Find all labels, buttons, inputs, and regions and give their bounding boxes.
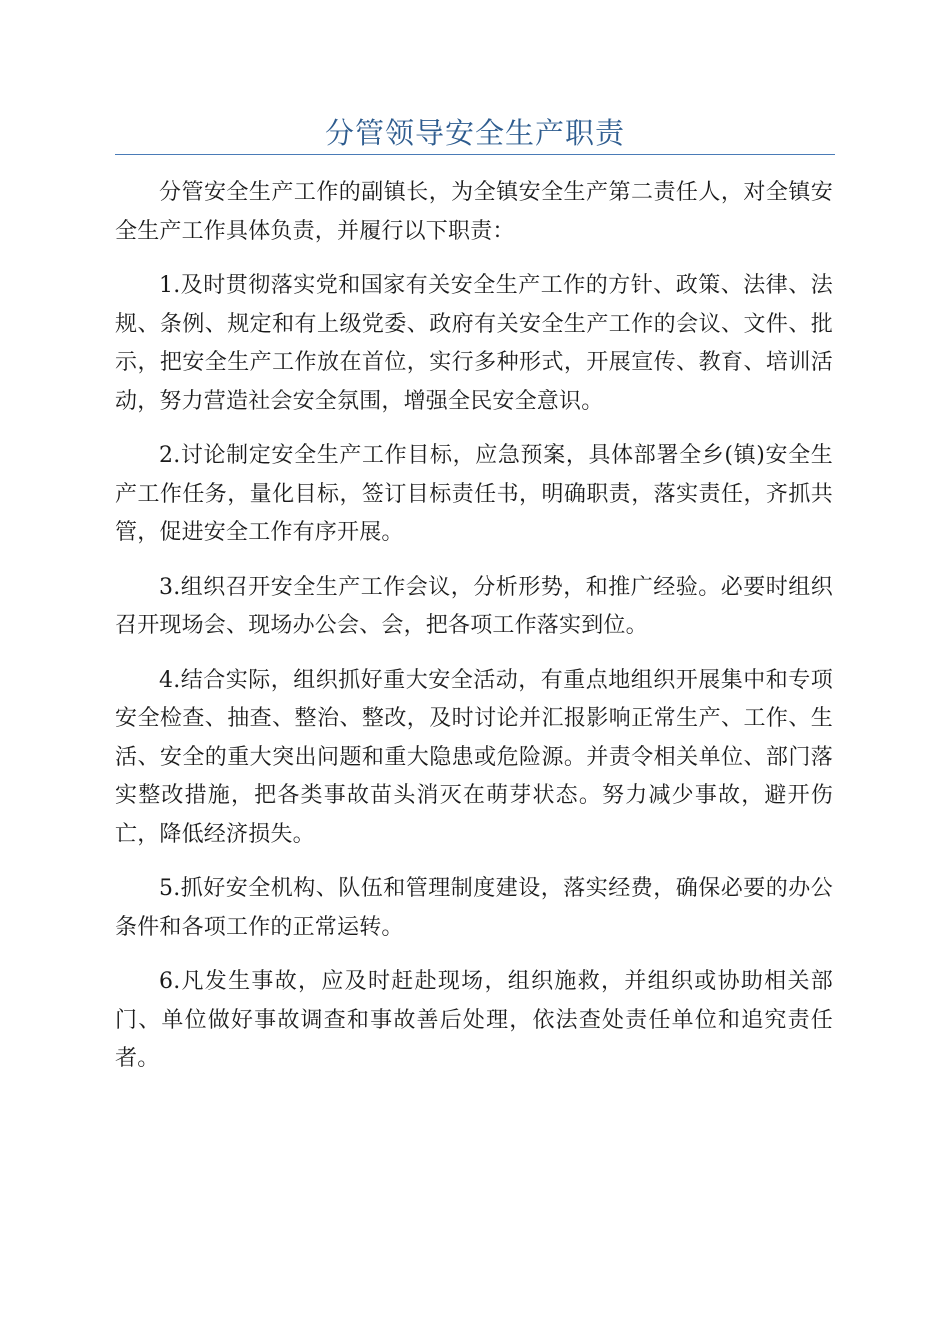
paragraph-intro: 分管安全生产工作的副镇长，为全镇安全生产第二责任人，对全镇安全生产工作具体负责，并履行以下职责： — [115, 180, 833, 244]
paragraph-item-1: 1.及时贯彻落实党和国家有关安全生产工作的方针、政策、法律、法规、条例、规定和有上级党委、政府有关安全生产工作的会议、文件、批示，把安全生产工作放在首位，实行多种形式，开展宣传、教育、培训活动，努力营造社会安全氛围，增强全民安全意识。 — [115, 273, 833, 414]
document-title: 分管领导安全生产职责 — [324, 116, 625, 150]
paragraph-item-6: 6.凡发生事故，应及时赶赴现场，组织施救，并组织或协助相关部门、单位做好事故调查和事故善后处理，依法查处责任单位和追究责任者。 — [115, 969, 833, 1071]
paragraph-item-4: 4.结合实际，组织抓好重大安全活动，有重点地组织开展集中和专项安全检查、抽查、整治、整改，及时讨论并汇报影响正常生产、工作、生活、安全的重大突出问题和重大隐患或危险源。并责令相关单位、部门落实整改措施，把各类事故苗头消灭在萌芽状态。努力减少事故，避开伤亡，降低经济损失。 — [115, 667, 833, 847]
paragraph-item-2: 2.讨论制定安全生产工作目标，应急预案，具体部署全乡(镇)安全生产工作任务，量化目标，签订目标责任书，明确职责，落实责任，齐抓共管，促进安全工作有序开展。 — [115, 443, 833, 545]
title-underline — [115, 154, 835, 155]
paragraph-item-3: 3.组织召开安全生产工作会议，分析形势，和推广经验。必要时组织召开现场会、现场办公会、会，把各项工作落实到位。 — [115, 574, 833, 638]
document-body — [115, 174, 833, 1095]
paragraph-item-5: 5.抓好安全机构、队伍和管理制度建设，落实经费，确保必要的办公条件和各项工作的正常运转。 — [115, 876, 833, 940]
